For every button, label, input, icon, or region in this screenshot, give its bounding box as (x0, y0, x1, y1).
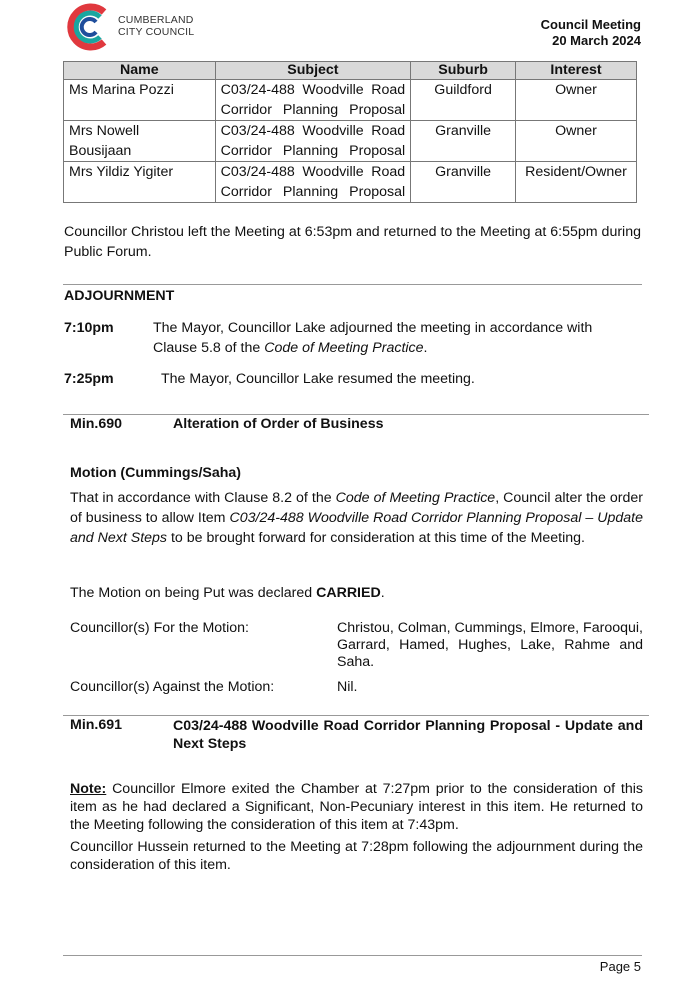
cell-interest: Owner (516, 121, 637, 162)
cell-name (64, 121, 216, 162)
code-reference: Code of Meeting Practice (264, 340, 424, 356)
against-label: Councillor(s) Against the Motion: (70, 679, 275, 695)
cell-suburb: Granville (411, 162, 516, 203)
footer-divider (63, 955, 642, 956)
org-name-line2: CITY COUNCIL (118, 26, 195, 38)
subject-line: Corridor Planning Proposal (220, 143, 406, 159)
divider (63, 284, 642, 285)
cell-interest: Owner (516, 80, 637, 121)
against-value: Nil. (337, 679, 358, 695)
motion-result-end: . (380, 585, 385, 601)
page-number: Page 5 (599, 959, 641, 974)
cell-subject (215, 80, 410, 121)
table-row (64, 80, 637, 121)
minute-title: C03/24-488 Woodville Road Corridor Planning Proposal - Update and Next Steps (173, 718, 643, 752)
adjournment-time: 7:10pm (64, 320, 114, 336)
table-header-row (64, 62, 637, 80)
item-reference: C03/24-488 Woodville Road Corridor Planning Proposal – Update and Next Steps (70, 510, 643, 546)
cell-interest: Resident/Owner (516, 162, 637, 203)
carried-label: CARRIED (316, 585, 381, 601)
motion-text-part: That in accordance with Clause 8.2 of the (70, 490, 336, 506)
minute-number: Min.691 (70, 717, 123, 733)
column-header: Name (64, 62, 216, 80)
divider (63, 715, 649, 716)
code-reference: Code of Meeting Practice (335, 490, 496, 506)
adjournment-text (153, 318, 628, 358)
name-text: Ms Marina Pozzi (69, 82, 174, 98)
cell-name (64, 162, 216, 203)
council-logo (64, 2, 114, 52)
meeting-title: Council Meeting (540, 17, 641, 32)
christou-note: Councillor Christou left the Meeting at 6:53pm and returned to the Meeting at 6:55pm during Public Forum. (64, 224, 641, 260)
column-header: Interest (516, 62, 637, 80)
adjournment-text-end: . (423, 340, 428, 356)
cell-suburb: Guildford (411, 80, 516, 121)
meeting-date: 20 March 2024 (552, 33, 641, 48)
note-paragraph (70, 780, 643, 834)
adjournment-heading: ADJOURNMENT (64, 288, 175, 304)
motion-text (70, 488, 643, 548)
column-header: Subject (215, 62, 410, 80)
cell-suburb: Granville (411, 121, 516, 162)
motion-title: Motion (Cummings/Saha) (70, 465, 242, 481)
speakers-table (63, 61, 637, 203)
motion-text-part: to be brought forward for consideration at this time of the Meeting. (167, 530, 585, 546)
subject-line: Corridor Planning Proposal (220, 102, 406, 118)
adjournment-text-part: The Mayor, Councillor Lake adjourned the meeting in accordance with Clause 5.8 of the (153, 320, 593, 356)
column-header: Suburb (411, 62, 516, 80)
meeting-header (541, 17, 641, 49)
minute-number: Min.690 (70, 416, 123, 432)
minute-title: Alteration of Order of Business (173, 416, 384, 432)
for-value: Christou, Colman, Cummings, Elmore, Farooqui, Garrard, Hamed, Hughes, Lake, Rahme and Saha. (337, 620, 643, 670)
for-label: Councillor(s) For the Motion: (70, 620, 249, 636)
note-text: Councillor Elmore exited the Chamber at 7:27pm prior to the consideration of this item as he had declared a Significant, Non-Pecuniary interest in this item. He returned to the Meeting following the consideration of this item at 7:43pm. (70, 781, 643, 833)
cell-subject (215, 121, 410, 162)
note-label: Note: (70, 781, 107, 797)
organisation-name (118, 14, 194, 38)
subject-line: C03/24-488 Woodville Road (220, 82, 406, 98)
motion-result-text: The Motion on being Put was declared (70, 585, 317, 601)
hussein-note: Councillor Hussein returned to the Meeting at 7:28pm following the adjournment during the consideration of this item. (70, 839, 643, 873)
subject-line: Corridor Planning Proposal (220, 184, 406, 200)
subject-line: C03/24-488 Woodville Road (220, 164, 406, 180)
subject-line: C03/24-488 Woodville Road (220, 123, 406, 139)
org-name-line1: CUMBERLAND (118, 14, 194, 26)
resume-time: 7:25pm (64, 371, 114, 387)
cell-name (64, 80, 216, 121)
motion-text-part: , Council alter the order of business to allow Item (70, 490, 643, 526)
table-row (64, 121, 637, 162)
cell-subject (215, 162, 410, 203)
table-row (64, 162, 637, 203)
motion-result (70, 585, 385, 601)
divider (63, 414, 649, 415)
name-text: Mrs Nowell (69, 123, 140, 139)
resume-text: The Mayor, Councillor Lake resumed the meeting. (161, 371, 475, 387)
name-text: Mrs Yildiz Yigiter (69, 164, 174, 180)
name-text-line2: Bousijaan (69, 143, 132, 159)
